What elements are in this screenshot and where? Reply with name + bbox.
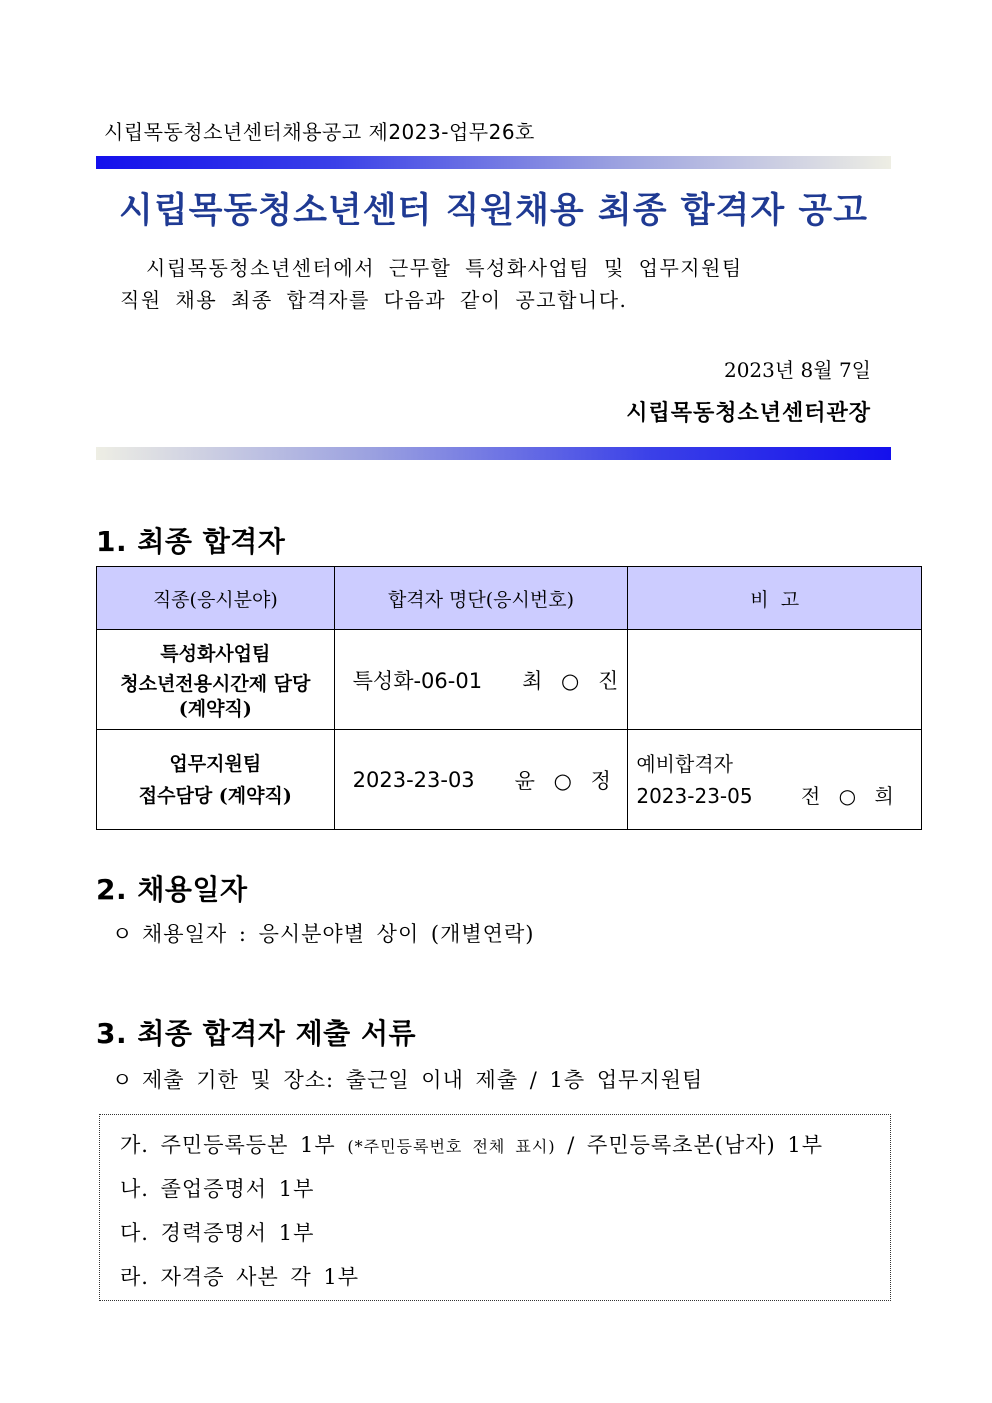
- intro-line-2: 직원 채용 최종 합격자를 다음과 같이 공고합니다.: [120, 288, 628, 312]
- job-cell: [97, 730, 335, 830]
- candidate-name: 윤 ○ 정: [514, 768, 617, 793]
- issuer-name: 시립목동청소년센터관장: [626, 401, 871, 426]
- note-cell: [628, 730, 922, 830]
- decorative-bar-top: [96, 156, 891, 169]
- candidate-cell: [334, 730, 628, 830]
- reserve-name: 전 ○ 희: [800, 783, 900, 808]
- job-team: 업무지원팀: [169, 752, 262, 775]
- section-heading-documents: 3. 최종 합격자 제출 서류: [96, 1017, 417, 1050]
- bullet-mark: ㅇ: [112, 922, 134, 946]
- job-role: 청소년전용시간제 담당: [120, 672, 311, 695]
- submission-bullet: [112, 1064, 703, 1094]
- document-item: [120, 1173, 314, 1203]
- table-row: [97, 730, 922, 830]
- document-item: [120, 1217, 314, 1247]
- job-role: 접수담당 (계약직): [138, 784, 292, 807]
- document-label: 나. 졸업증명서 1부: [120, 1177, 315, 1201]
- document-label: 가. 주민등록등본 1부: [120, 1133, 336, 1157]
- column-header-candidates: 합격자 명단(응시번호): [334, 567, 628, 630]
- hire-date-bullet: [112, 918, 534, 948]
- document-item: [120, 1129, 823, 1159]
- candidate-number: 특성화-06-01: [352, 668, 483, 693]
- column-header-note: 비 고: [628, 567, 922, 630]
- column-header-job: 직종(응시분야): [97, 567, 335, 630]
- candidate-cell: [334, 630, 628, 730]
- candidate-number: 2023-23-03: [352, 767, 475, 792]
- section-heading-final-candidates: 1. 최종 합격자: [96, 525, 286, 558]
- document-extra: / 주민등록초본(남자) 1부: [567, 1133, 824, 1157]
- table-header-row: [97, 567, 922, 630]
- documents-box: [99, 1114, 891, 1301]
- hire-date-text: 채용일자 : 응시분야별 상이 (개별연락): [142, 922, 535, 946]
- notice-number: 시립목동청소년센터채용공고 제2023-업무26호: [104, 120, 535, 144]
- section-heading-hire-date: 2. 채용일자: [96, 873, 248, 906]
- job-type: (계약직): [178, 697, 252, 720]
- result-table: [96, 566, 922, 830]
- document-item: [120, 1261, 359, 1291]
- page-title: 시립목동청소년센터 직원채용 최종 합격자 공고: [119, 191, 868, 231]
- intro-line-1: 시립목동청소년센터에서 근무할 특성화사업팀 및 업무지원팀: [146, 256, 743, 280]
- bullet-mark: ㅇ: [112, 1068, 134, 1092]
- job-team: 특성화사업팀: [160, 642, 271, 665]
- job-cell: [97, 630, 335, 730]
- candidate-name: 최 ○ 진: [522, 668, 625, 693]
- decorative-bar-bottom: [96, 447, 891, 460]
- table-row: [97, 630, 922, 730]
- document-note: (*주민등록번호 전체 표시): [347, 1137, 556, 1156]
- note-cell: [628, 630, 922, 730]
- submission-text: 제출 기한 및 장소: 출근일 이내 제출 / 1층 업무지원팀: [142, 1068, 704, 1092]
- document-label: 라. 자격증 사본 각 1부: [120, 1265, 360, 1289]
- reserve-number: 2023-23-05: [636, 783, 753, 808]
- document-label: 다. 경력증명서 1부: [120, 1221, 315, 1245]
- notice-date: 2023년 8월 7일: [723, 358, 871, 382]
- intro-paragraph: [120, 252, 880, 316]
- reserve-label: 예비합격자: [636, 751, 733, 776]
